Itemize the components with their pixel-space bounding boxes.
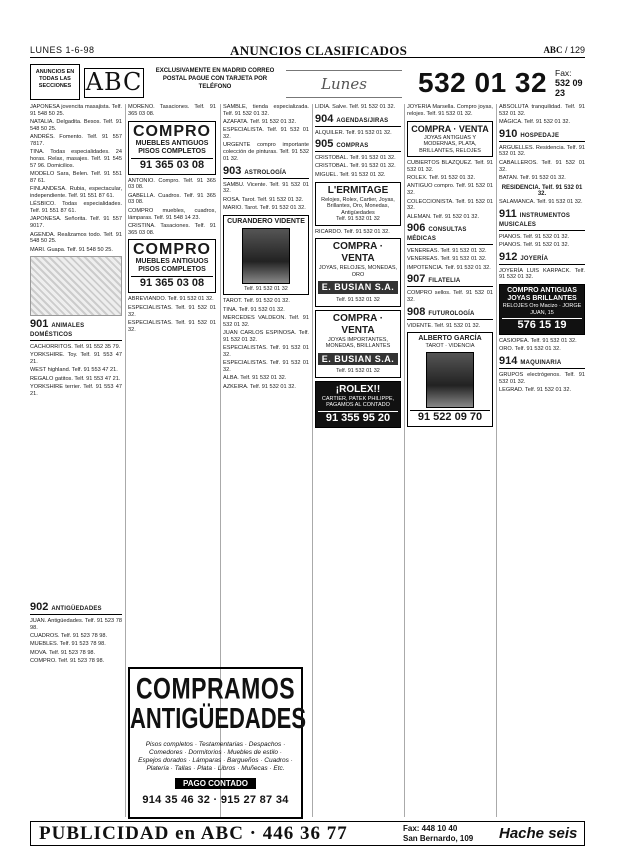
column-3	[223, 104, 309, 664]
footer-publicidad: PUBLICIDAD en ABC · 446 36 77	[39, 823, 348, 844]
joyas-tel: 576 15 19	[502, 318, 582, 332]
rolex-tel: 91 355 95 20	[318, 411, 398, 425]
ad-subheading: RESIDENCIA. Telf. 91 532 01 32.	[501, 184, 583, 198]
ad-text: ESPECIALISTAS. Telf. 91 532 01 32.	[128, 319, 216, 333]
ad-text: AZKEIRA. Telf. 91 532 01 32.	[223, 383, 296, 390]
main-phone: 532 01 32	[418, 67, 548, 98]
ad-text: MODELO Sara, Belen. Telf. 91 551 87 61.	[30, 171, 122, 184]
bigad-title2: ANTIGÜEDADES	[130, 702, 307, 735]
ad-text: ALEMAN. Telf. 91 532 01 32.	[407, 213, 480, 220]
ad-text: SALAMANCA. Telf. 91 532 01 32.	[499, 199, 583, 206]
ad-text: JOYERÍA Marsella. Compro joyas, relojes. Telf. 91 532 01 32.	[407, 104, 493, 117]
ad-text: MOVA. Telf. 91 523 78 98.	[30, 649, 96, 656]
compro-title: COMPRO	[133, 241, 211, 259]
abc-logo: ABC	[85, 68, 143, 96]
cv-body: JOYAS ANTIGUAS Y MODERNAS, PLATA, BRILLANTES, RELOJES	[419, 134, 481, 154]
compro-title: COMPRO	[133, 122, 211, 140]
busian-tel: Telf. 91 532 01 32	[336, 297, 380, 304]
ad-text: TINA. Telf. 91 532 01 32.	[223, 306, 285, 313]
section-heading-906: 906 CONSULTAS MÉDICAS	[407, 225, 493, 245]
ad-text: LÉSBICO. Todas especialidades. Telf. 91 551 87 61.	[30, 201, 122, 215]
ad-text: ABSOLUTA tranquilidad. Telf. 91 532 01 32.	[499, 104, 585, 117]
alberto-ad	[407, 332, 493, 427]
busian-title: COMPRA · VENTA	[332, 312, 384, 336]
ad-text: PIANOS. Telf. 91 532 01 32.	[499, 241, 570, 248]
busian-body: JOYAS, RELOJES, MONEDAS, ORO	[318, 265, 398, 278]
fax-number: 532 09 23	[555, 78, 583, 98]
ad-text: JUAN. Antigüedades. Telf. 91 523 78 98.	[30, 617, 122, 631]
column-divider	[496, 104, 497, 817]
column-6	[499, 104, 585, 817]
curandero-title: CURANDERO VIDENTE	[227, 217, 305, 225]
page-date: LUNES 1-6-98	[30, 45, 95, 55]
ad-text: LIDIA. Salve. Telf. 91 532 01 32.	[315, 104, 396, 110]
joyas-body: RELOJES Oro Macizo · JORGE JUAN, 15	[502, 303, 582, 316]
bigad-title1: COMPRAMOS	[135, 671, 296, 705]
ad-text: COLECCIONISTA. Telf. 91 532 01 32.	[407, 198, 493, 212]
busian-tel: Telf. 91 532 01 32	[336, 368, 380, 375]
ad-text: ALBA. Telf. 91 532 01 32.	[223, 375, 287, 382]
compro-tel: 91 365 03 08	[131, 158, 213, 172]
compro-tel: 91 365 03 08	[131, 276, 213, 290]
joyas-ad	[499, 284, 585, 335]
ad-text: ROSA. Tarot. Telf. 91 532 01 32.	[223, 196, 304, 203]
ad-text: MERCEDES VALDEON. Telf. 91 532 01 32.	[223, 314, 309, 328]
column-5	[407, 104, 493, 817]
ad-text: COMPRO sellos. Telf. 91 532 01 32.	[407, 290, 493, 304]
footer-fax: Fax: 448 10 40	[403, 824, 458, 833]
ad-text: MARIO. Tarot. Telf. 91 532 01 32.	[223, 205, 306, 212]
ad-text: BATAN. Telf. 91 532 01 32.	[499, 174, 566, 181]
rolex-body: CARTIER, PATEK PHILIPPE, PAGAMOS AL CONTADO	[321, 395, 395, 409]
ad-text: ANDRÉS. Fomento. Telf. 91 557 7817.	[30, 134, 122, 147]
joyas-title: COMPRO ANTIGUAS JOYAS BRILLANTES	[507, 287, 577, 303]
busian-body: JOYAS IMPORTANTES, MONEDAS, BRILLANTES	[325, 336, 391, 350]
ad-text: MÁGICA. Telf. 91 532 01 32.	[499, 119, 571, 126]
ad-text: VENEREAS. Telf. 91 532 01 32.	[407, 256, 487, 263]
ad-text: MORENO. Tasaciones. Telf. 91 365 03 08.	[128, 104, 216, 117]
ad-text: AZAFATA. Telf. 91 532 01 32.	[223, 119, 297, 126]
ad-text: ANTONIO. Compro. Telf. 91 365 03 08.	[128, 177, 216, 191]
compro-body: PISOS COMPLETOS	[138, 147, 206, 155]
section-heading-901: 901 ANIMALES DOMÉSTICOS	[30, 321, 122, 341]
ad-text: ESPECIALISTAS. Telf. 91 532 01 32.	[128, 304, 216, 318]
ad-text: MIGUEL. Telf. 91 532 01 32.	[315, 171, 386, 178]
ad-text: ESPECIALISTAS. Telf. 91 532 01 32.	[223, 360, 309, 374]
section-heading-907: 907 FILATELIA	[407, 276, 493, 287]
ad-text: JAPONESA. Señorita. Telf. 91 557 9017.	[30, 216, 122, 230]
all-sections-box: ANUNCIOS EN TODAS LAS SECCIONES	[30, 64, 80, 100]
section-heading-911: 911 INSTRUMENTOS MUSICALES	[499, 211, 585, 231]
ad-text: ANTIGUO compro. Telf. 91 532 01 32.	[407, 183, 493, 197]
ad-text: IMPOTENCIA. Telf. 91 532 01 32.	[407, 264, 491, 271]
ad-text: RICARDO. Telf. 91 532 01 32.	[315, 228, 390, 235]
ad-text: REGALO gatitos. Telf. 91 553 47 21.	[30, 375, 121, 382]
busian-title: COMPRA · VENTA	[332, 241, 384, 265]
ad-text: CUBIERTOS BLAZQUEZ. Telf. 91 532 01 32.	[407, 160, 493, 173]
ad-text: TAROT. Telf. 91 532 01 32.	[223, 298, 290, 305]
ad-text: COMPRO. Telf. 91 523 78 98.	[30, 657, 105, 664]
section-heading-912: 912 JOYERÍA	[499, 254, 585, 265]
compro-body: PISOS COMPLETOS	[138, 266, 206, 274]
column-divider	[312, 104, 313, 817]
footer-brand: Hache seis	[499, 825, 578, 842]
rolex-ad	[315, 381, 401, 428]
ad-text: COMPRO muebles, cuadros, lámparas. Telf. 91 548 14 23.	[128, 207, 216, 221]
ad-text: SAMBU. Vicente. Telf. 91 532 01 32.	[223, 181, 309, 195]
curandero-tel: Telf. 91 532 01 32	[244, 285, 288, 292]
busian-ad-2	[315, 310, 401, 378]
ad-text: GRUPOS electrógenos. Telf. 91 532 01 32.	[499, 372, 585, 385]
ad-text: LEGRAD. Telf. 91 532 01 32.	[499, 387, 572, 394]
ad-text: FINLANDESA. Rubia, espectacular, independiente. Telf. 91 551 87 61.	[30, 186, 122, 200]
ad-text: YORKSHIRE terrier. Telf. 91 553 47 21.	[30, 384, 122, 397]
exclusive-note: EXCLUSIVAMENTE EN MADRID CORREO POSTAL PAGUE CON TARJETA POR TELÉFONO	[155, 68, 275, 90]
bigad-tel: 914 35 46 32 · 915 27 87 34	[142, 794, 289, 806]
ad-text: WEST highland. Telf. 91 553 47 21.	[30, 367, 118, 374]
curandero-photo	[242, 228, 290, 284]
section-heading-914: 914 MAQUINARIA	[499, 358, 585, 369]
ad-text: CABALLEROS. Telf. 91 532 01 32.	[499, 159, 585, 173]
compro-ad	[128, 121, 216, 175]
script-banner: Lunes	[286, 70, 402, 98]
graphic-ad-placeholder	[30, 256, 122, 316]
compro-sub: MUEBLES ANTIGUOS	[135, 139, 209, 147]
section-heading-902: 902 ANTIGÜEDADES	[30, 604, 122, 615]
ermitage-tel: Telf. 91 532 01 32	[336, 216, 380, 223]
column-divider	[404, 104, 405, 817]
ad-text: URGENTE compro importante colección de pinturas. Telf. 91 532 01 32.	[223, 142, 309, 163]
compra-venta-ad	[407, 121, 493, 158]
alberto-title: ALBERTO GARCÍA	[418, 335, 482, 343]
classifieds-header	[30, 64, 585, 102]
compro-sub: MUEBLES ANTIGUOS	[135, 258, 209, 266]
rolex-title: ¡ROLEX!!	[335, 383, 381, 395]
ad-text: ALQUILER. Telf. 91 532 01 32.	[315, 129, 392, 136]
spacer	[30, 399, 122, 599]
section-heading-905: 905 COMPRAS	[315, 141, 401, 152]
busian-ad-1	[315, 238, 401, 306]
ad-text: JUAN CARLOS ESPINOSA. Telf. 91 532 01 32.	[223, 330, 309, 343]
ad-text: VIDENTE. Telf. 91 532 01 32.	[407, 322, 481, 329]
ad-text: ESPECIALISTAS. Telf. 91 532 01 32.	[223, 345, 309, 358]
column-2	[128, 104, 216, 664]
ermitage-body: Relojes, Rolex, Cartier, Joyas, Brillantes, Oro, Monedas, Antigüedades	[321, 196, 395, 216]
section-heading-904: 904 AGENDAS/JIRAS	[315, 116, 401, 127]
ad-text: VENEREAS. Telf. 91 532 01 32.	[407, 248, 487, 255]
ad-text: CRISTOBAL. Telf. 91 532 01 32.	[315, 155, 396, 162]
ad-text: CACHORRITOS. Telf. 91 552 35 79.	[30, 344, 121, 351]
section-title: ANUNCIOS CLASIFICADOS	[230, 43, 408, 58]
ad-text: GABELLA. Cuadros. Telf. 91 365 03 08.	[128, 192, 216, 206]
column-1	[30, 104, 122, 817]
ad-text: ESPECIALISTA. Telf. 91 532 01 32.	[223, 127, 309, 141]
footer-contact	[403, 824, 473, 843]
curandero-ad	[223, 215, 309, 296]
section-heading-910: 910 HOSPEDAJE	[499, 131, 585, 142]
fax-label: Fax:	[555, 68, 572, 78]
ad-text: SAMBLE, tienda especializada. Telf. 91 532 01 32.	[223, 104, 309, 117]
ad-text: ORO. Telf. 91 532 01 32.	[499, 346, 561, 353]
page-number	[543, 45, 585, 55]
paper-name: ABC	[543, 45, 563, 55]
ad-text: AGENDA. Realizamos todo. Telf. 91 548 50 25.	[30, 231, 122, 245]
compro-ad-2	[128, 239, 216, 293]
section-heading-903: 903 ASTROLOGÍA	[223, 168, 309, 179]
column-4	[315, 104, 401, 817]
column-divider	[125, 104, 126, 817]
ad-text: YORKSHIRE. Toy. Telf. 91 553 47 21.	[30, 352, 122, 366]
ad-text: CRISTINA. Tasaciones. Telf. 91 365 03 08.	[128, 222, 216, 236]
fax-block	[555, 68, 589, 98]
ermitage-ad	[315, 182, 401, 226]
footer-address: San Bernardo, 109	[403, 833, 474, 843]
ad-text: ARGUELLES. Residencia. Telf. 91 532 01 32.	[499, 144, 585, 158]
ermitage-title: L'ERMITAGE	[327, 184, 389, 196]
bigad-list: Pisos completos · Testamentarias · Despachos · Comedores · Dormitorios · Muebles de estilo · Espejos dorados · Lámparas · Bargueños · Cuadros · Platería · Tallas · Plata · Libros · Muñecas · Etc.	[138, 741, 293, 772]
cv-title: COMPRA · VENTA	[411, 123, 489, 134]
alberto-sub: TAROT · VIDENCIA	[425, 343, 475, 350]
page-num: / 129	[564, 45, 585, 55]
alberto-tel: 91 522 09 70	[410, 410, 490, 424]
ad-text: CUADROS. Telf. 91 523 78 98.	[30, 633, 108, 639]
ad-text: PIANOS. Telf. 91 532 01 32.	[499, 233, 570, 240]
ad-text: TINA. Todas especialidades. 24 horas. Relax, masajes. Telf. 91 545 57 96. Domicilios.	[30, 149, 122, 169]
ad-text: ROLEX. Telf. 91 532 01 32.	[407, 175, 475, 182]
compramos-antiguedades-ad	[128, 667, 307, 819]
busian-name: E. BUSIAN S.A.	[318, 353, 398, 366]
ad-text: JAPONESA jovencita masajista. Telf. 91 548 50 25.	[30, 104, 122, 117]
ad-text: CRISTOBAL. Telf. 91 532 01 32.	[315, 163, 396, 170]
section-heading-908: 908 FUTUROLOGÍA	[407, 309, 493, 320]
ad-text: MUEBLES. Telf. 91 523 78 98.	[30, 641, 106, 648]
bigad-pago: PAGO CONTADO	[175, 778, 256, 789]
footer-banner	[30, 821, 585, 846]
ad-text: MARI. Guapa. Telf. 91 548 50 25.	[30, 246, 113, 253]
ad-text: NATALIA. Delgadita. Besos. Telf. 91 548 50 25.	[30, 119, 122, 132]
ad-text: ABREVIANDO. Telf. 91 532 01 32.	[128, 296, 214, 303]
ad-text: JOYERÍA LUIS KARPACK. Telf. 91 532 01 32.	[499, 267, 585, 281]
alberto-photo	[426, 352, 474, 408]
busian-name: E. BUSIAN S.A.	[318, 281, 398, 294]
ad-text: CASIOPEA. Telf. 91 532 01 32.	[499, 338, 577, 345]
masthead	[30, 44, 585, 58]
